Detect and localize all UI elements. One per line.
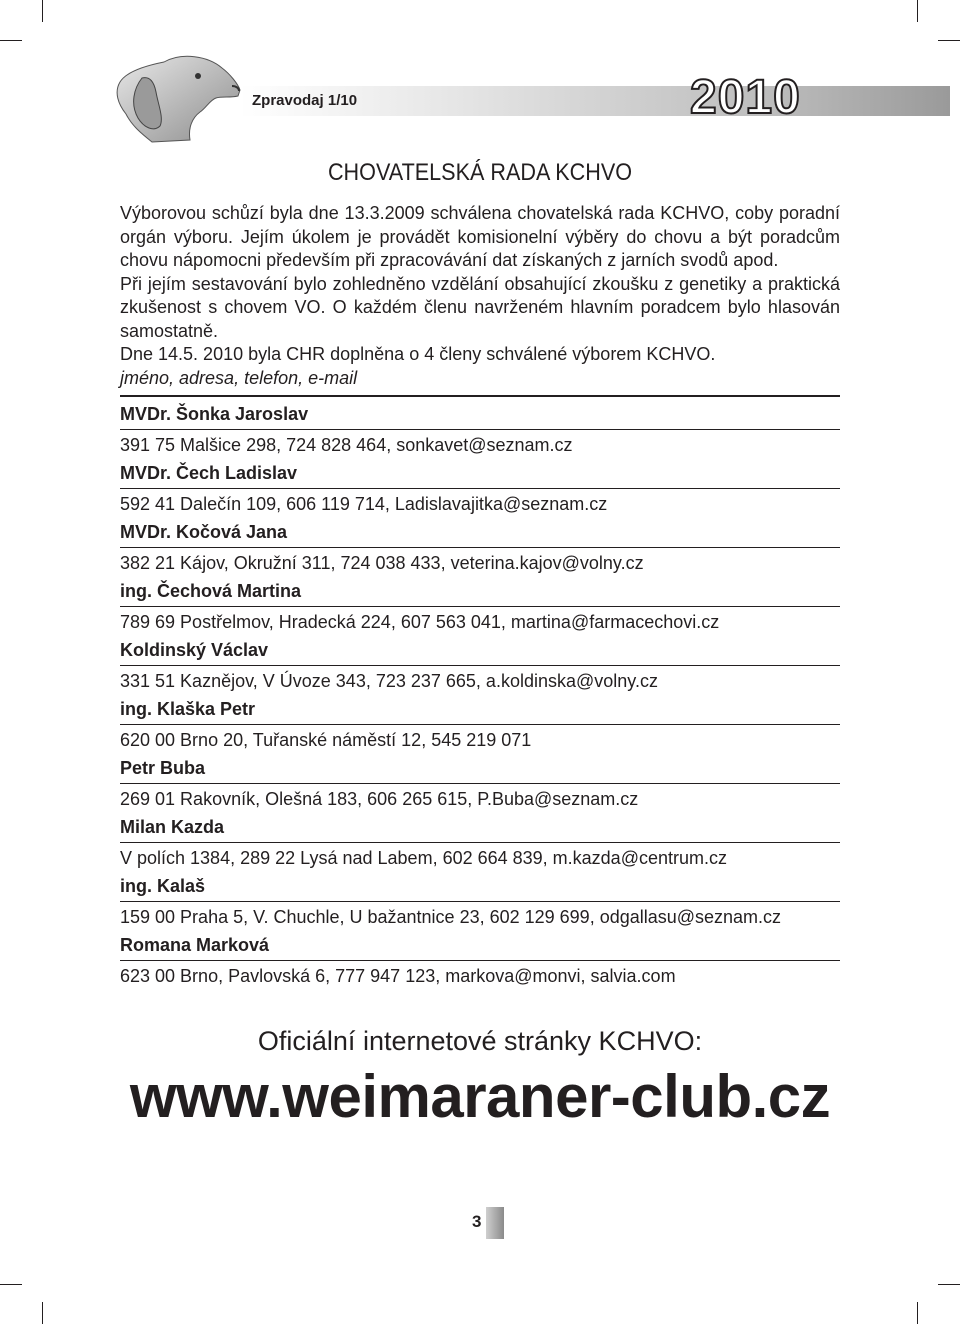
year-label: 2010 — [690, 71, 801, 124]
member-contact: 331 51 Kaznějov, V Úvoze 343, 723 237 665, a.koldinska@volny.cz — [120, 670, 658, 691]
divider — [120, 429, 840, 430]
member-name: Milan Kazda — [120, 817, 225, 837]
member-contact: 382 21 Kájov, Okružní 311, 724 038 433, veterina.kajov@volny.cz — [120, 552, 644, 573]
crop-mark — [938, 1284, 960, 1285]
member-contact: 159 00 Praha 5, V. Chuchle, U bažantnice 23, 602 129 699, odgallasu@seznam.cz — [120, 906, 782, 927]
issue-label: Zpravodaj 1/10 — [252, 92, 358, 109]
member-contact: V polích 1384, 289 22 Lysá nad Labem, 602 664 839, m.kazda@centrum.cz — [120, 847, 727, 868]
list-item — [120, 639, 840, 693]
member-contact: 623 00 Brno, Pavlovská 6, 777 947 123, markova@monvi, salvia.com — [120, 965, 676, 986]
list-item — [120, 521, 840, 575]
crop-mark — [42, 0, 43, 22]
list-item — [120, 580, 840, 634]
member-list — [120, 403, 840, 988]
member-contact: 620 00 Brno 20, Tuřanské náměstí 12, 545 219 071 — [120, 729, 532, 750]
list-item — [120, 403, 840, 457]
list-item — [120, 698, 840, 752]
member-name: MVDr. Čech Ladislav — [120, 463, 298, 483]
composition-paragraph: Při jejím sestavování bylo zohledněno vzdělání obsahující zkoušku z genetiky a praktická zkušenost s chovem VO. O každém členu navrženém hlavním poradcem bylo hlasován samostatně. — [120, 273, 840, 341]
list-item — [120, 934, 840, 988]
crop-mark — [0, 40, 22, 41]
member-contact: 592 41 Dalečín 109, 606 119 714, Ladislavajitka@seznam.cz — [120, 493, 608, 514]
member-name: MVDr. Kočová Jana — [120, 522, 288, 542]
member-name: Koldinský Václav — [120, 640, 269, 660]
member-name: Petr Buba — [120, 758, 206, 778]
divider — [120, 488, 840, 489]
list-item — [120, 462, 840, 516]
divider — [120, 665, 840, 666]
divider — [120, 901, 840, 902]
crop-mark — [938, 40, 960, 41]
page-number-bar — [486, 1207, 504, 1239]
website-url[interactable]: www.weimaraner-club.cz — [129, 1063, 831, 1130]
divider — [120, 842, 840, 843]
member-name: ing. Čechová Martina — [120, 581, 302, 601]
list-item — [120, 757, 840, 811]
crop-mark — [42, 1302, 43, 1324]
divider — [120, 783, 840, 784]
intro-paragraph: Výborovou schůzí byla dne 13.3.2009 schválena chovatelská rada KCHVO, coby poradní orgán výboru. Jejím úkolem je provádět komisionelní výběry do chovu a být poradcům chovu nápomocni především při zpracovávání dat získaných z jarních svodů apod. — [120, 203, 840, 270]
divider — [120, 960, 840, 961]
update-paragraph: Dne 14.5. 2010 byla CHR doplněna o 4 členy schválené výborem KCHVO. — [120, 344, 716, 364]
fields-label: jméno, adresa, telefon, e-mail — [120, 367, 358, 388]
website-label: Oficiální internetové stránky KCHVO: — [257, 1026, 703, 1056]
member-name: ing. Klaška Petr — [120, 699, 256, 719]
article-body — [120, 202, 840, 988]
page-title: CHOVATELSKÁ RADA KCHVO — [327, 159, 633, 186]
member-name: Romana Marková — [120, 935, 270, 955]
divider — [120, 547, 840, 548]
divider — [120, 395, 840, 397]
crop-mark — [917, 1302, 918, 1324]
list-item — [120, 875, 840, 929]
member-contact: 789 69 Postřelmov, Hradecká 224, 607 563 041, martina@farmacechovi.cz — [120, 611, 720, 632]
member-name: MVDr. Šonka Jaroslav — [120, 404, 309, 424]
member-contact: 269 01 Rakovník, Olešná 183, 606 265 615, P.Buba@seznam.cz — [120, 788, 639, 809]
member-name: ing. Kalaš — [120, 876, 206, 896]
divider — [120, 724, 840, 725]
weimaraner-dog-head-icon — [112, 48, 242, 144]
member-contact: 391 75 Malšice 298, 724 828 464, sonkavet@seznam.cz — [120, 434, 573, 455]
divider — [120, 606, 840, 607]
crop-mark — [917, 0, 918, 22]
page-number: 3 — [472, 1212, 482, 1231]
list-item — [120, 816, 840, 870]
crop-mark — [0, 1284, 22, 1285]
